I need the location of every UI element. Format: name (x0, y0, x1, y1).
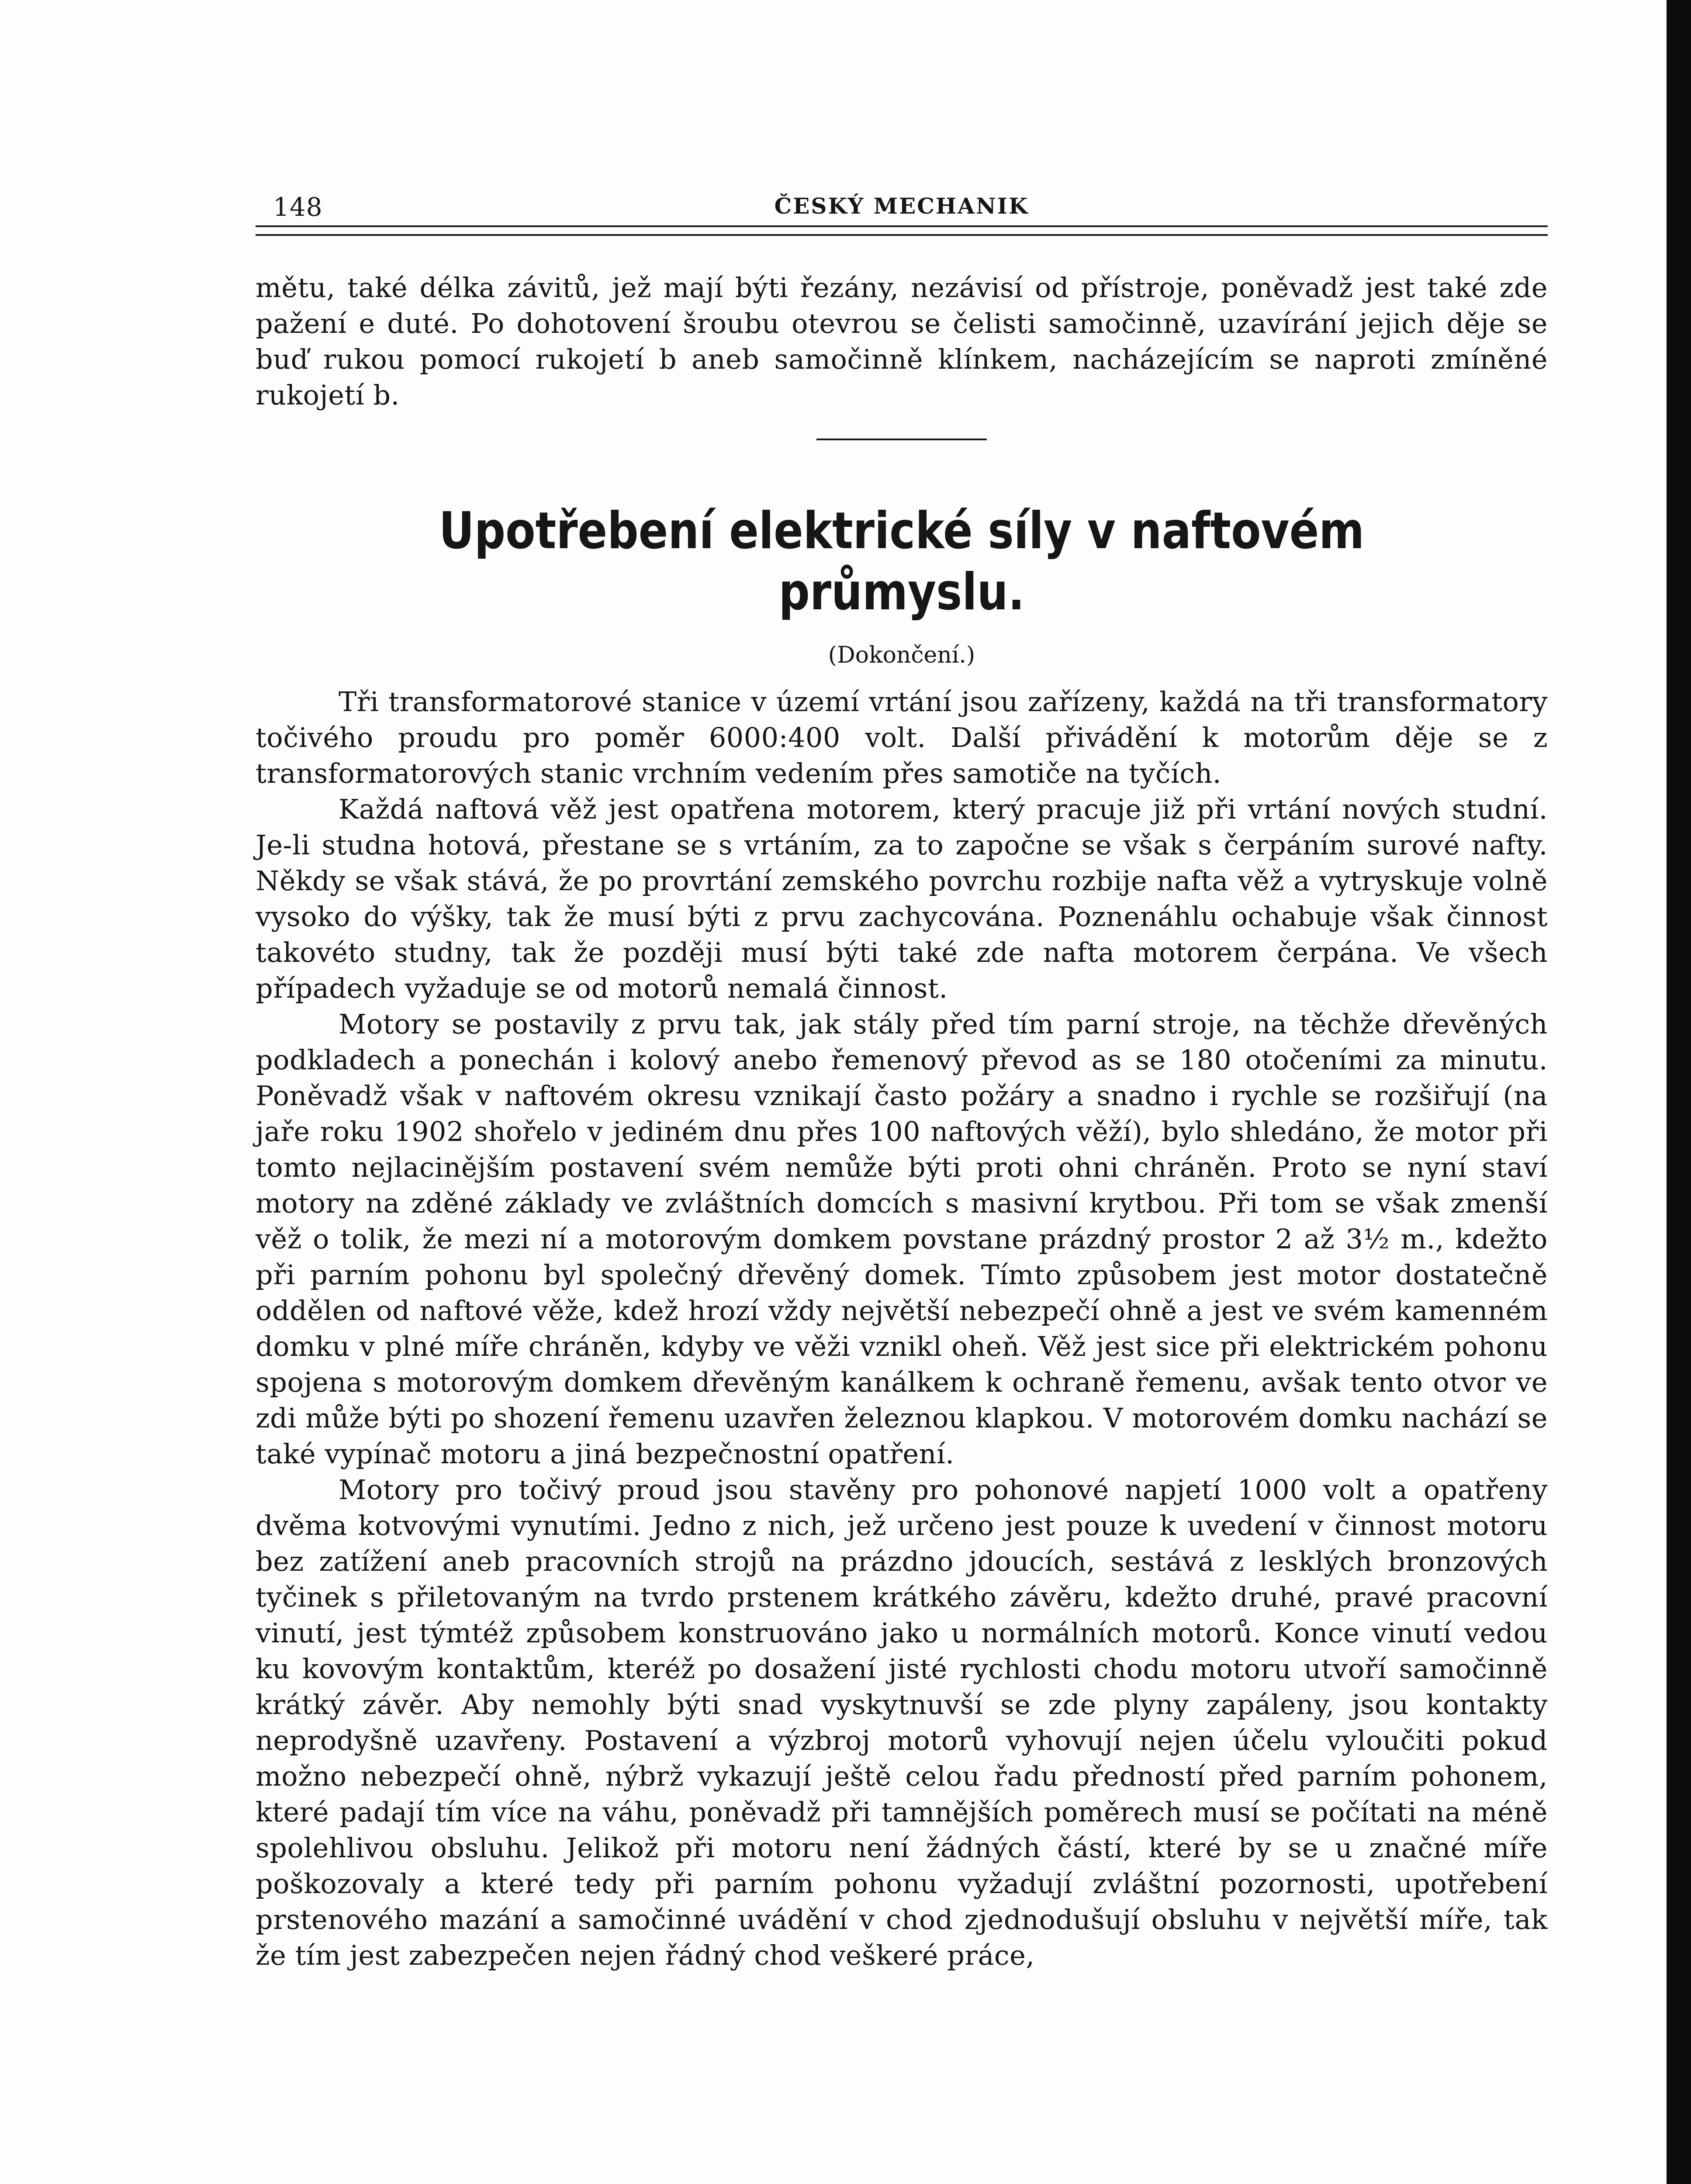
page-number: 148 (273, 192, 323, 222)
page-content (256, 188, 1548, 1982)
article-paragraph-1: Tři transformatorové stanice v území vrtání jsou zařízeny, každá na tři transformatory točivého proudu pro poměr 6000:400 volt. Další přivádění k motorům děje se z transformatorových stanic vrchním vedením přes samotiče na tyčích. (256, 686, 1548, 789)
article-title: Upotřebení elektrické síly v naftovém průmyslu. (439, 501, 1365, 622)
article-paragraph-4: Motory pro točivý proud jsou stavěny pro pohonové napjetí 1000 volt a opatřeny dvěma kotvovými vynutími. Jedno z nich, jež určeno jest pouze k uvedení v činnost motoru bez zatížení aneb pracovních strojů na prázdno jdoucích, sestává z lesklých bronzových tyčinek s přiletovaným na tvrdo prstenem krátkého závěru, kdežto druhé, pravé pracovní vinutí, jest týmtéž způsobem konstruováno jako u normálních motorů. Konce vinutí vedou ku kovovým kontaktům, kteréž po dosažení jisté rychlosti chodu motoru utvoří samočinně krátký závěr. Aby nemohly býti snad vyskytnuvší se zde plyny zapáleny, jsou kontakty neprodyšně uzavřeny. Postavení a výzbroj motorů vyhovují nejen účelu vyloučiti pokud možno nebezpečí ohně, nýbrž vykazují ještě celou řadu předností před parním pohonem, které padají tím více na váhu, poněvadž při tamnějších poměrech musí se počítati na méně spolehlivou obsluhu. Jelikož při motoru není žádných částí, které by se u značné míře poškozovaly a které tedy při parním pohonu vyžadují zvláštní pozornosti, upotřebení prstenového mazání a samočinné uvádění v chod zjednodušují obsluhu v největší míře, tak že tím jest zabezpečen nejen řádný chod veškeré práce, (256, 1474, 1548, 1971)
article-paragraph-3: Motory se postavily z prvu tak, jak stály před tím parní stroje, na těchže dřevěných podkladech a ponechán i kolový anebo řemenový převod as se 180 otočeními za minutu. Poněvadž však v naftovém okresu vznikají často požáry a snadno i rychle se rozšiřují (na jaře roku 1902 shořelo v jediném dnu přes 100 naftových věží), bylo shledáno, že motor při tomto nejlacinějším postavení svém nemůže býti proti ohni chráněn. Proto se nyní staví motory na zděné základy ve zvláštních domcích s masivní krytbou. Při tom se však zmenší věž o tolik, že mezi ní a motorovým domkem povstane prázdný prostor 2 až 3½ m., kdežto při parním pohonu byl společný dřevěný domek. Tímto způsobem jest motor dostatečně oddělen od naftové věže, kdež hrozí vždy největší nebezpečí ohně a jest ve svém kamenném domku v plné míře chráněn, kdyby ve věži vznikl oheň. Věž jest sice při elektrickém pohonu spojena s motorovým domkem dřevěným kanálkem k ochraně řemenu, avšak tento otvor ve zdi může býti po shození řemenu uzavřen železnou klapkou. V motorovém domku nachází se také vypínač motoru a jiná bezpečnostní opatření. (256, 1008, 1548, 1470)
section-separator (816, 439, 987, 440)
article-paragraph-2: Každá naftová věž jest opatřena motorem, který pracuje již při vrtání nových studní. Je-li studna hotová, přestane se s vrtáním, za to započne se však s čerpáním surové nafty. Někdy se však stává, že po provrtání zemského povrchu rozbije nafta věž a vytryskuje volně vysoko do výšky, tak že musí býti z prvu zachycována. Poznenáhlu ochabuje však činnost takovéto studny, tak že později musí býti také zde nafta motorem čerpána. Ve všech případech vyžaduje se od motorů nemalá činnost. (256, 793, 1548, 1004)
journal-title: ČESKÝ MECHANIK (774, 193, 1029, 219)
continuation-paragraph: mětu, také délka závitů, jež mají býti řezány, nezávisí od přístroje, poněvadž jest také zde pažení e duté. Po dohotovení šroubu otevrou se čelisti samočinně, uzavírání jejich děje se buď rukou pomocí rukojetí b aneb samočinně klínkem, nacházejícím se naproti zmíněné rukojetí b. (256, 272, 1548, 411)
scan-edge-right (1667, 0, 1691, 2184)
article-subtitle: (Dokončení.) (828, 642, 975, 668)
bottom-gap (256, 1973, 1548, 1982)
header-double-rule (256, 225, 1548, 236)
running-head (256, 188, 1548, 225)
